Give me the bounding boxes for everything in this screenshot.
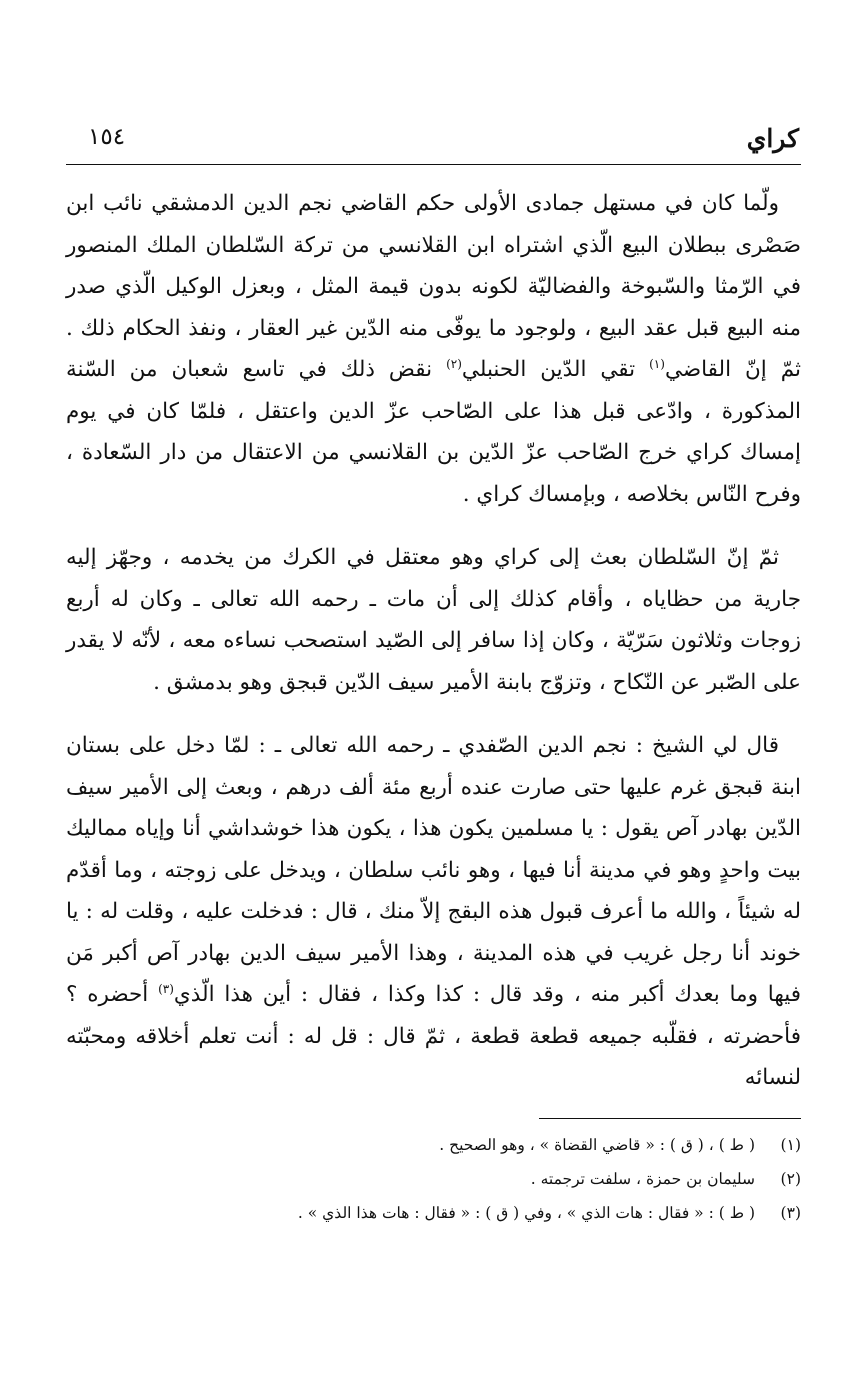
- paragraph-text: ثمّ إنّ السّلطان بعث إلى كراي وهو معتقل في الكرك من يخدمه ، وجهّز إليه جارية من حظاياه ، وأقام كذلك إلى أن مات ـ رحمه الله تعالى ـ وكان له أربع زوجات وثلاثون سَرّيّة ، وكان إذا سافر إلى الصّيد استصحب نساءه معه ، لأنّه لا يقدر على الصّبر عن النّكاح ، وتزوّج بابنة الأمير سيف الدّين قبجق وهو بدمشق .: [66, 545, 801, 695]
- footnote-reference[interactable]: (٢): [446, 356, 462, 371]
- paragraph: [66, 183, 801, 515]
- paragraph-text: ولّما كان في مستهل جمادى الأولى حكم القاضي نجم الدين الدمشقي نائب ابن صَصْرى ببطلان البيع الّذي اشتراه ابن القلانسي من تركة السّلطان الملك المنصور في الرّمثا والسّبوخة والفضاليّة لكونه بدون قيمة المثل ، وبعزل الوكيل الّذي صدر منه البيع قبل عقد البيع ، ولوجود ما يوفّى منه الدّين غير العقار ، ونفذ الحكام ذلك . ثمّ إنّ القاضي: [66, 191, 802, 382]
- page-number: ١٥٤: [88, 124, 126, 150]
- footnote-reference[interactable]: (٣): [158, 981, 174, 996]
- footnote: [66, 1162, 801, 1196]
- footnote-text: ( ط ) ، ( ق ) : « قاضي القضاة » ، وهو الصحيح .: [439, 1136, 755, 1154]
- main-text: [66, 183, 801, 1121]
- paragraph: [66, 537, 801, 703]
- footnote-number: (١): [780, 1136, 801, 1154]
- footnote-text: ( ط ) : « فقال : هات الذي » ، وفي ( ق ) : « فقال : هات هذا الذي » .: [297, 1204, 755, 1222]
- paragraph-text: تقي الدّين الحنبلي: [461, 357, 650, 382]
- footnote-separator: [539, 1118, 801, 1119]
- paragraph-text: قال لي الشيخ : نجم الدين الصّفدي ـ رحمه الله تعالى ـ : لمّا دخل على بستان ابنة قبجق غرم عليها حتى صارت عنده أربع مئة ألف درهم ، وبعث إلى الأمير سيف الدّين بهادر آص يقول : يا مسلمين يكون هذا ، يكون هذا خوشداشي أنا وإياه مماليك بيت واحدٍ وهو في مدينة أنا فيها ، وهو نائب سلطان ، ويدخل على زوجته ، وما أقدّم له شيئاً ، والله ما أعرف قبول هذه البقج إلاّ منك ، قال : فدخلت عليه ، وقلت له : يا خوند أنا رجل غريب في هذه المدينة ، وهذا الأمير سيف الدين بهادر آص أكبر مَن فيها وما بعدك أكبر منه ، وقد قال : كذا وكذا ، فقال : أين هذا الّذي: [66, 733, 801, 1007]
- running-header: [66, 112, 801, 165]
- paragraph-text: أحضره ؟ فأحضرته ، فقلّبه جميعه قطعة قطعة ، ثمّ قال : قل له : أنت تعلم أخلاقه ومحبّته لنسائه: [66, 982, 801, 1090]
- footnote-text: سليمان بن حمزة ، سلفت ترجمته .: [530, 1170, 755, 1188]
- running-title: كراي: [746, 124, 799, 153]
- footnotes: [66, 1128, 801, 1230]
- paragraph: [66, 725, 801, 1099]
- footnote-number: (٢): [780, 1170, 801, 1188]
- footnote-reference[interactable]: (١): [649, 356, 665, 371]
- footnote: [66, 1128, 801, 1162]
- paragraph-text: نقض ذلك في تاسع شعبان من السّنة المذكورة ، وادّعى قبل هذا على الصّاحب عزّ الدين واعتقل ، فلمّا كان في يوم إمساك كراي خرج الصّاحب عزّ الدّين بن القلانسي من الاعتقال من دار السّعادة ، وفرح النّاس بخلاصه ، وبإمساك كراي .: [66, 357, 801, 507]
- footnote-number: (٣): [780, 1204, 801, 1222]
- footnote: [66, 1196, 801, 1230]
